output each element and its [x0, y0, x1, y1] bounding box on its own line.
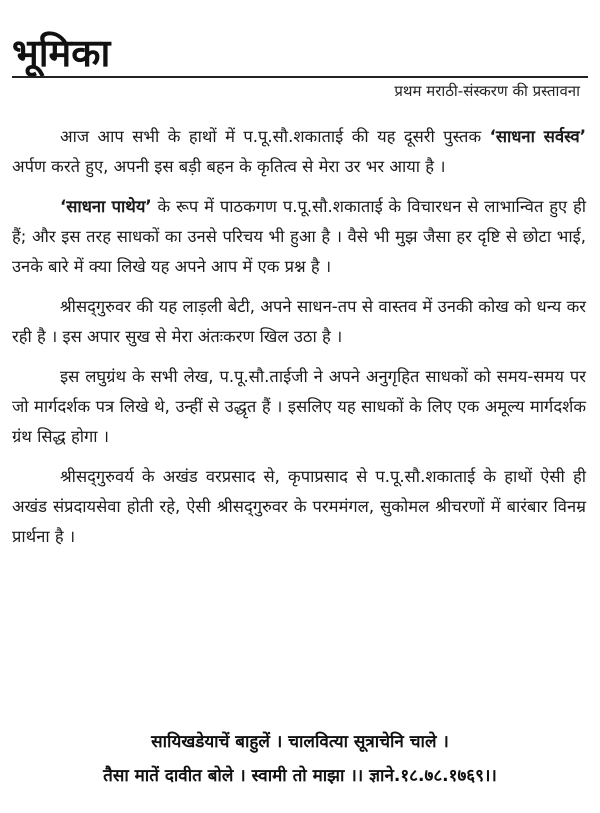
paragraph-1: आज आप सभी के हाथों में प.पू.सौ.शकाताई की यह दूसरी पुस्तक ‘साधना सर्वस्व’ अर्पण करते हुए, अपनी इस बड़ी बहन के कृतित्व से मेरा उर भर आया है ।	[12, 127, 586, 176]
verse-line-2: तैसा मातें दावीत बोले । स्वामी तो माझा ।। ज्ञाने.१८.७८.१७६९।।	[103, 766, 497, 786]
verse-line-1: सायिखडेयाचें बाहुलें । चालवित्या सूत्राचेनि चाले ।	[151, 732, 449, 752]
paragraph-3: श्रीसद्‌गुरुवर की यह लाड़ली बेटी, अपने साधन-तप से वास्तव में उनकी कोख को धन्य कर रही है । इस अपार सुख से मेरा अंतःकरण खिल उठा है ।	[12, 297, 586, 346]
paragraph-2: ‘साधना पाथेय’ के रूप में पाठकगण प.पू.सौ.शकाताई के विचारधन से लाभान्वित हुए ही हैं; और इस तरह साधकों का उनसे परिचय भी हुआ है । वैसे भी मुझ जैसा हर दृष्टि से छोटा भाई, उनके बारे में क्या लिखे यह अपने आप में एक प्रश्न है ।	[12, 197, 586, 276]
paragraph-4: इस लघुग्रंथ के सभी लेख, प.पू.सौ.ताईजी ने अपने अनुगृहित साधकों को समय-समय पर जो मार्गदर्शक पत्र लिखे थे, उन्हीं से उद्धृत हैं । इसलिए यह साधकों के लिए एक अमूल्य मार्गदर्शक ग्रंथ सिद्ध होगा ।	[12, 367, 586, 446]
page-title: भूमिका	[12, 31, 111, 75]
paragraph-5: श्रीसद्‌गुरुवर्य के अखंड वरप्रसाद से, कृपाप्रसाद से प.पू.सौ.शकाताई के हाथों ऐसी ही अखंड संप्रदायसेवा होती रहे, ऐसी श्रीसद्‌गुरुवर के परममंगल, सुकोमल श्रीचरणों में बारंबार विनम्र प्रार्थना है ।	[12, 467, 586, 546]
body-text	[12, 122, 586, 562]
book-title-sadhana-patheya: ‘साधना पाथेय’	[60, 197, 152, 216]
page-subtitle: प्रथम मराठी-संस्करण की प्रस्तावना	[394, 82, 580, 100]
header-rule	[12, 76, 588, 78]
book-title-sadhana-sarvasva: ‘साधना सर्वस्व’	[489, 127, 586, 146]
